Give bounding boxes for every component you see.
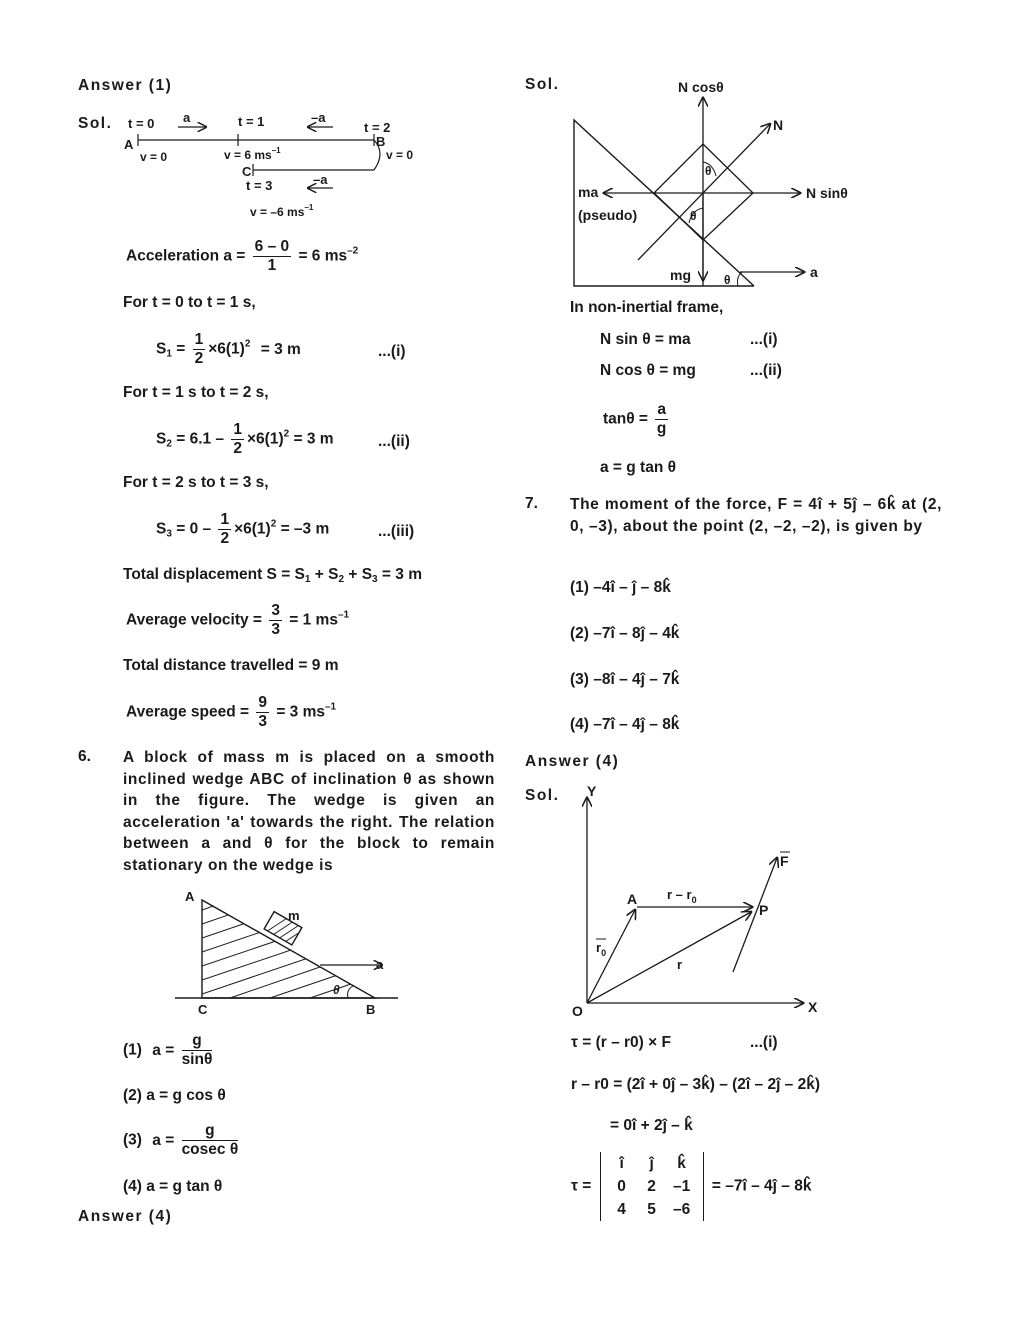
option-4: (4) a = g tan θ (123, 1178, 223, 1195)
vector-label: $r_0$ (596, 940, 607, 958)
equation-tag: ...(i) (378, 343, 406, 360)
force-label: mg (670, 267, 691, 283)
axis-label: Y (587, 783, 597, 799)
time-label: t = 2 (364, 120, 391, 135)
tan-equation: tanθ = $\frac{a}{g}$ (603, 401, 667, 437)
interval-text: For t = 0 to t = 1 s, (123, 294, 256, 311)
vertex-label: B (366, 1002, 376, 1017)
vector-diagram (565, 780, 830, 1020)
motion-diagram (118, 108, 438, 224)
answer-label: Answer (1) (78, 77, 173, 94)
angle-arc (348, 986, 353, 998)
total-distance: Total distance travelled = 9 m (123, 657, 339, 674)
axis-label: X (808, 999, 818, 1015)
equation-2: N cos θ = mg (600, 362, 696, 379)
angle-label: θ (705, 164, 712, 178)
time-label: t = 0 (128, 116, 155, 131)
average-velocity: Average velocity = $\frac{3}{3}$ = 1 $ms^{-1}$ (126, 602, 350, 638)
vector-label: r (677, 957, 683, 972)
force-label: ma (578, 184, 599, 200)
point-label: A (124, 137, 134, 152)
force-label: N sinθ (806, 185, 848, 201)
question-6-text: A block of mass m is placed on a smooth inclined wedge ABC of inclination θ as shown in the figure. The wedge is given an acceleration 'a' towards the right. The relation between a and θ for the block to remain stationary on the wedge is (123, 749, 495, 874)
s2-equation: $S_2 = 6.1$ – $\frac{1}{2}$ $\times 6(1)^2 = 3$ m (156, 421, 334, 457)
equation-tag: ...(ii) (750, 362, 782, 379)
equation-tag: ...(i) (750, 1034, 778, 1051)
acceleration-label: –a (313, 172, 328, 187)
time-label: t = 1 (238, 114, 265, 129)
angle-label: θ (333, 983, 340, 997)
velocity-label: v = 0 (140, 150, 168, 164)
r-difference-result: = 0î + 2ĵ – k̂ (610, 1117, 693, 1134)
point-label: C (242, 164, 252, 179)
interval-text: For t = 2 s to t = 3 s, (123, 474, 269, 491)
point-label: B (376, 134, 386, 149)
acceleration-label: a (183, 110, 191, 125)
force-vector (733, 858, 777, 972)
solution-label: Sol. (525, 76, 560, 93)
a-result: a = g tan θ (600, 459, 676, 476)
average-speed: Average speed = $\frac{9}{3}$ = 3 $ms^{-1}$ (126, 694, 337, 730)
question-7-text: The moment of the force, F = 4î + 5ĵ – 6k̂ at (2, 0, –3), about the point (2, –2, –2), is given by (570, 496, 942, 535)
answer-label: Answer (4) (78, 1208, 173, 1225)
torque-determinant: τ = î ĵ k̂ 0 2 –1 4 5 –6 = –7î – 4ĵ – 8k̂ (571, 1152, 811, 1221)
option-2: (2) a = g cos θ (123, 1087, 226, 1104)
time-label: t = 3 (246, 178, 273, 193)
torque-equation: τ = (r – r0) × F (571, 1034, 671, 1051)
s1-equation: $S_1$ = $\frac{1}{2}$ $\times 6(1)^2 = 3$ m (156, 331, 301, 367)
r-vector (587, 912, 751, 1003)
equation-tag: ...(ii) (378, 433, 410, 450)
question-number: 6. (78, 748, 91, 765)
velocity-label: v = 6 $ms^{-1}$ (224, 146, 281, 162)
angle-label: θ (690, 209, 697, 223)
q7-option-3: (3) –8î – 4ĵ – 7k̂ (570, 671, 680, 688)
interval-text: For t = 1 s to t = 2 s, (123, 384, 269, 401)
r-difference: r – r0 = (2î + 0ĵ – 3k̂) – (2î – 2ĵ – 2k̂) (571, 1076, 821, 1093)
force-label: (pseudo) (578, 207, 638, 223)
equation-1: N sin θ = ma (600, 331, 691, 348)
acceleration-label: a (810, 264, 818, 280)
determinant-matrix: î ĵ k̂ 0 2 –1 4 5 –6 (600, 1152, 704, 1221)
equation-tag: ...(i) (750, 331, 778, 348)
q7-option-1: (1) –4î – ĵ – 8k̂ (570, 579, 671, 596)
force-label: F (780, 853, 789, 869)
velocity-label: v = –6 $ms^{-1}$ (250, 203, 314, 219)
mass-label: m (288, 908, 300, 923)
point-label: P (759, 902, 769, 918)
point-label: A (627, 891, 638, 907)
solution-label: Sol. (78, 115, 113, 132)
vertex-label: A (185, 889, 195, 904)
s3-equation: $S_3 = 0$ – $\frac{1}{2}$ $\times 6(1)^2 = -3$ m (156, 511, 330, 547)
wedge-figure (170, 884, 405, 1020)
acceleration-equation: Acceleration a = $\frac{6 - 0}{1}$ = 6 $ms^{-2}$ (126, 238, 359, 274)
answer-label: Answer (4) (525, 753, 620, 770)
total-displacement: Total displacement $S = S_1 + S_2 + S_3 = 3$ m (123, 566, 422, 585)
velocity-label: v = 0 (386, 148, 414, 162)
force-diagram (568, 72, 868, 292)
angle-label: θ (724, 273, 731, 287)
vector-label: r – $r_0$ (667, 887, 697, 905)
origin-label: O (572, 1003, 583, 1019)
option-3: (3) a = $\frac{g}{\text{cosec θ}}$ (123, 1122, 239, 1158)
vertex-label: C (198, 1002, 208, 1017)
force-label: N (773, 117, 784, 133)
acceleration-label: –a (311, 110, 326, 125)
acceleration-label: a (376, 957, 384, 972)
force-label: N cosθ (678, 79, 724, 95)
non-inertial-text: In non-inertial frame, (570, 299, 724, 316)
question-number: 7. (525, 495, 538, 512)
q7-option-4: (4) –7î – 4ĵ – 8k̂ (570, 716, 680, 733)
solution-label: Sol. (525, 787, 560, 804)
option-1: (1) a = $\frac{g}{\sin\theta}$ (123, 1032, 213, 1068)
equation-tag: ...(iii) (378, 523, 415, 540)
q7-option-2: (2) –7î – 8ĵ – 4k̂ (570, 625, 680, 642)
